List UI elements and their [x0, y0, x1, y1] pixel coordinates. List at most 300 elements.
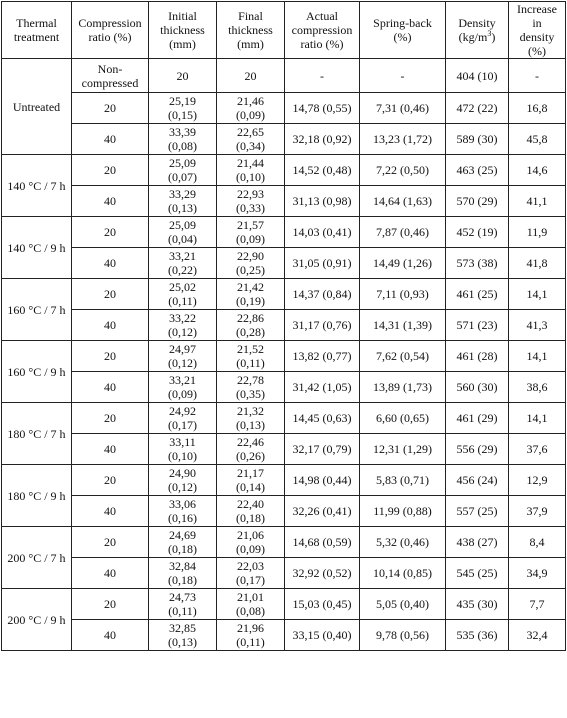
cell-initial-thickness-value: 25,09 (0,07) [168, 156, 197, 184]
cell-initial-thickness [149, 465, 217, 496]
cell-compression-ratio-value: Non- compressed [81, 61, 139, 90]
cell-compression-ratio-value: 40 [104, 318, 116, 332]
cell-initial-thickness [149, 496, 217, 527]
cell-actual-compression-ratio [285, 217, 360, 248]
header-compression-ratio-text: Compression ratio (%) [78, 16, 142, 44]
cell-increase-in-density [509, 589, 566, 620]
table-header [2, 2, 566, 59]
header-initial-thickness [149, 2, 217, 59]
header-final-thickness [217, 2, 285, 59]
cell-compression-ratio-value: 40 [104, 380, 116, 394]
cell-increase-in-density-value: 41,3 [526, 318, 548, 332]
cell-increase-in-density [509, 496, 566, 527]
cell-actual-compression-ratio-value: 14,78 (0,55) [292, 101, 352, 115]
cell-increase-in-density [509, 124, 566, 155]
cell-spring-back [360, 217, 446, 248]
cell-final-thickness [217, 527, 285, 558]
cell-initial-thickness-value: 33,21 (0,09) [168, 373, 197, 401]
header-initial-thickness-text: Initial thickness (mm) [160, 9, 205, 51]
cell-actual-compression-ratio [285, 496, 360, 527]
cell-spring-back-value: 7,87 (0,46) [376, 225, 429, 239]
cell-spring-back-value: 5,83 (0,71) [376, 473, 429, 487]
cell-density [446, 279, 509, 310]
table-row [2, 434, 566, 465]
cell-spring-back [360, 496, 446, 527]
cell-actual-compression-ratio-value: 31,05 (0,91) [292, 256, 352, 270]
cell-thermal-treatment [2, 589, 72, 651]
cell-density-value: 461 (25) [456, 287, 498, 301]
cell-final-thickness-value: 22,90 (0,25) [236, 249, 265, 277]
cell-spring-back [360, 341, 446, 372]
cell-increase-in-density-value: 14,6 [526, 163, 548, 177]
header-compression-ratio [72, 2, 149, 59]
cell-spring-back [360, 403, 446, 434]
cell-final-thickness-value: 21,17 (0,14) [236, 466, 265, 494]
cell-increase-in-density [509, 248, 566, 279]
cell-final-thickness [217, 372, 285, 403]
cell-final-thickness [217, 93, 285, 124]
cell-final-thickness-value: 21,46 (0,09) [236, 94, 265, 122]
cell-initial-thickness [149, 217, 217, 248]
cell-compression-ratio-value: 20 [104, 101, 116, 115]
cell-increase-in-density-value: 14,1 [526, 287, 548, 301]
cell-compression-ratio [72, 217, 149, 248]
cell-compression-ratio-value: 40 [104, 504, 116, 518]
cell-actual-compression-ratio [285, 310, 360, 341]
cell-increase-in-density-value: 32,4 [526, 628, 548, 642]
cell-increase-in-density [509, 186, 566, 217]
cell-initial-thickness-value: 32,84 (0,18) [168, 559, 197, 587]
cell-density [446, 589, 509, 620]
cell-density-value: 560 (30) [456, 380, 498, 394]
header-row [2, 2, 566, 59]
cell-initial-thickness-value: 25,09 (0,04) [168, 218, 197, 246]
cell-spring-back [360, 527, 446, 558]
cell-final-thickness-value: 22,78 (0,35) [236, 373, 265, 401]
cell-spring-back-value: 11,99 (0,88) [373, 504, 432, 518]
cell-actual-compression-ratio [285, 372, 360, 403]
cell-actual-compression-ratio-value: 15,03 (0,45) [292, 597, 352, 611]
cell-compression-ratio-value: 20 [104, 349, 116, 363]
cell-spring-back-value: 6,60 (0,65) [376, 411, 429, 425]
cell-density [446, 155, 509, 186]
cell-density [446, 403, 509, 434]
cell-compression-ratio [72, 434, 149, 465]
cell-density-value: 456 (24) [456, 473, 498, 487]
cell-final-thickness-value: 21,42 (0,19) [236, 280, 265, 308]
cell-spring-back-value: 7,31 (0,46) [376, 101, 429, 115]
cell-initial-thickness [149, 124, 217, 155]
thermal-treatment-label: 180 °C / 9 h [7, 488, 66, 503]
cell-spring-back [360, 465, 446, 496]
cell-initial-thickness-value: 20 [176, 68, 189, 83]
cell-density-value: 556 (29) [456, 442, 498, 456]
cell-density-value: 535 (36) [456, 628, 498, 642]
cell-density-value: 571 (23) [456, 318, 498, 332]
table-row [2, 341, 566, 372]
header-thermal-treatment [2, 2, 72, 59]
cell-compression-ratio [72, 155, 149, 186]
cell-final-thickness-value: 22,93 (0,33) [236, 187, 265, 215]
cell-spring-back-value: 12,31 (1,29) [373, 442, 432, 456]
thermal-treatment-label: 140 °C / 7 h [7, 178, 66, 193]
table-row [2, 93, 566, 124]
table-row [2, 124, 566, 155]
cell-initial-thickness [149, 589, 217, 620]
cell-spring-back [360, 372, 446, 403]
cell-density-value: 435 (30) [456, 597, 498, 611]
cell-increase-in-density-value: 14,1 [526, 411, 548, 425]
cell-spring-back-value: 5,32 (0,46) [376, 535, 429, 549]
cell-compression-ratio [72, 558, 149, 589]
cell-final-thickness-value: 20 [244, 68, 257, 83]
cell-final-thickness [217, 59, 285, 93]
cell-spring-back [360, 620, 446, 651]
cell-compression-ratio [72, 589, 149, 620]
cell-initial-thickness-value: 33,39 (0,08) [168, 125, 197, 153]
cell-compression-ratio [72, 248, 149, 279]
cell-compression-ratio-value: 20 [104, 473, 116, 487]
cell-increase-in-density-value: 16,8 [526, 101, 548, 115]
cell-spring-back-value: 10,14 (0,85) [373, 566, 432, 580]
cell-initial-thickness-value: 24,73 (0,11) [168, 590, 197, 618]
cell-increase-in-density-value: 41,8 [526, 256, 548, 270]
cell-final-thickness [217, 403, 285, 434]
cell-initial-thickness [149, 248, 217, 279]
cell-final-thickness [217, 217, 285, 248]
cell-spring-back-value: 7,11 (0,93) [376, 287, 429, 301]
cell-thermal-treatment [2, 403, 72, 465]
header-spring-back [360, 2, 446, 59]
cell-compression-ratio [72, 310, 149, 341]
cell-final-thickness [217, 186, 285, 217]
cell-initial-thickness-value: 33,11 (0,10) [168, 435, 197, 463]
cell-thermal-treatment [2, 59, 72, 155]
cell-thermal-treatment [2, 155, 72, 217]
cell-increase-in-density-value: - [535, 68, 539, 83]
cell-density-value: 404 (10) [456, 68, 498, 83]
cell-actual-compression-ratio [285, 620, 360, 651]
table-row [2, 217, 566, 248]
thermal-treatment-label: Untreated [12, 99, 61, 114]
cell-initial-thickness [149, 310, 217, 341]
cell-increase-in-density [509, 310, 566, 341]
cell-increase-in-density-value: 37,9 [526, 504, 548, 518]
cell-initial-thickness [149, 155, 217, 186]
cell-actual-compression-ratio-value: 32,17 (0,79) [292, 442, 352, 456]
cell-increase-in-density [509, 465, 566, 496]
table-row [2, 558, 566, 589]
cell-compression-ratio-value: 40 [104, 256, 116, 270]
cell-actual-compression-ratio [285, 527, 360, 558]
table-row [2, 372, 566, 403]
cell-compression-ratio-value: 40 [104, 442, 116, 456]
cell-spring-back [360, 248, 446, 279]
cell-initial-thickness [149, 93, 217, 124]
cell-spring-back-value: 14,64 (1,63) [373, 194, 432, 208]
cell-increase-in-density-value: 7,7 [529, 597, 545, 611]
cell-initial-thickness [149, 558, 217, 589]
cell-increase-in-density [509, 434, 566, 465]
cell-initial-thickness-value: 24,69 (0,18) [168, 528, 197, 556]
cell-density [446, 558, 509, 589]
cell-increase-in-density [509, 403, 566, 434]
cell-final-thickness [217, 434, 285, 465]
cell-increase-in-density-value: 12,9 [526, 473, 548, 487]
header-density-text: Density (kg/m [458, 16, 496, 44]
cell-actual-compression-ratio [285, 124, 360, 155]
header-increase-in-density-text: Increase in density (%) [517, 2, 557, 58]
cell-density-value: 461 (28) [456, 349, 498, 363]
cell-initial-thickness-value: 33,06 (0,16) [168, 497, 197, 525]
cell-actual-compression-ratio-value: - [320, 68, 324, 83]
header-actual-compression-ratio [285, 2, 360, 59]
cell-compression-ratio [72, 279, 149, 310]
cell-initial-thickness-value: 25,02 (0,11) [168, 280, 197, 308]
cell-density-value: 438 (27) [456, 535, 498, 549]
cell-final-thickness-value: 22,65 (0,34) [236, 125, 265, 153]
cell-initial-thickness-value: 25,19 (0,15) [168, 94, 197, 122]
cell-final-thickness-value: 22,86 (0,28) [236, 311, 265, 339]
cell-spring-back-value: 13,89 (1,73) [373, 380, 432, 394]
cell-density [446, 372, 509, 403]
cell-increase-in-density [509, 527, 566, 558]
table-row [2, 186, 566, 217]
cell-actual-compression-ratio-value: 33,15 (0,40) [292, 628, 352, 642]
cell-increase-in-density [509, 620, 566, 651]
cell-final-thickness [217, 248, 285, 279]
cell-density [446, 124, 509, 155]
cell-actual-compression-ratio [285, 186, 360, 217]
cell-spring-back [360, 558, 446, 589]
cell-actual-compression-ratio-value: 31,17 (0,76) [292, 318, 352, 332]
cell-increase-in-density-value: 11,9 [526, 225, 548, 239]
cell-compression-ratio [72, 59, 149, 93]
cell-compression-ratio [72, 93, 149, 124]
cell-thermal-treatment [2, 527, 72, 589]
cell-increase-in-density-value: 41,1 [526, 194, 548, 208]
cell-density-value: 589 (30) [456, 132, 498, 146]
cell-spring-back [360, 279, 446, 310]
cell-increase-in-density [509, 372, 566, 403]
thermal-treatment-label: 160 °C / 9 h [7, 364, 66, 379]
cell-final-thickness-value: 21,01 (0,08) [236, 590, 265, 618]
cell-compression-ratio-value: 20 [104, 597, 116, 611]
cell-final-thickness-value: 21,32 (0,13) [236, 404, 265, 432]
cell-compression-ratio-value: 40 [104, 628, 116, 642]
cell-actual-compression-ratio-value: 32,26 (0,41) [292, 504, 352, 518]
cell-initial-thickness [149, 527, 217, 558]
cell-spring-back-value: - [400, 68, 405, 83]
cell-spring-back-value: 5,05 (0,40) [376, 597, 429, 611]
cell-actual-compression-ratio [285, 589, 360, 620]
cell-final-thickness [217, 496, 285, 527]
cell-density [446, 341, 509, 372]
cell-initial-thickness-value: 32,85 (0,13) [168, 621, 197, 649]
thermal-treatment-label: 200 °C / 7 h [7, 550, 66, 565]
thermal-treatment-label: 180 °C / 7 h [7, 426, 66, 441]
cell-final-thickness [217, 279, 285, 310]
table-row [2, 527, 566, 558]
cell-density-value: 557 (25) [456, 504, 498, 518]
table-row [2, 589, 566, 620]
cell-actual-compression-ratio-value: 13,82 (0,77) [292, 349, 352, 363]
cell-initial-thickness [149, 279, 217, 310]
cell-compression-ratio [72, 341, 149, 372]
cell-increase-in-density [509, 217, 566, 248]
cell-density [446, 59, 509, 93]
cell-compression-ratio-value: 20 [104, 411, 116, 425]
cell-increase-in-density-value: 37,6 [526, 442, 548, 456]
cell-density [446, 93, 509, 124]
cell-actual-compression-ratio-value: 32,92 (0,52) [292, 566, 352, 580]
cell-actual-compression-ratio-value: 14,37 (0,84) [292, 287, 352, 301]
cell-final-thickness [217, 155, 285, 186]
cell-final-thickness-value: 21,52 (0,11) [236, 342, 265, 370]
cell-spring-back [360, 155, 446, 186]
cell-compression-ratio-value: 20 [104, 225, 116, 239]
cell-actual-compression-ratio-value: 14,98 (0,44) [292, 473, 352, 487]
cell-actual-compression-ratio-value: 14,03 (0,41) [292, 225, 352, 239]
cell-density [446, 217, 509, 248]
header-density-close: ) [491, 30, 496, 44]
cell-thermal-treatment [2, 279, 72, 341]
header-final-thickness-text: Final thickness (mm) [228, 9, 273, 51]
cell-increase-in-density-value: 38,6 [526, 380, 548, 394]
cell-density [446, 434, 509, 465]
cell-increase-in-density [509, 59, 566, 93]
cell-actual-compression-ratio [285, 341, 360, 372]
cell-spring-back [360, 124, 446, 155]
cell-final-thickness [217, 124, 285, 155]
cell-spring-back-value: 13,23 (1,72) [373, 132, 432, 146]
cell-increase-in-density [509, 279, 566, 310]
header-actual-compression-ratio-text: Actual compression ratio (%) [291, 9, 353, 51]
cell-density-value: 472 (22) [456, 101, 498, 115]
cell-final-thickness [217, 341, 285, 372]
cell-density-value: 452 (19) [456, 225, 498, 239]
table-row [2, 59, 566, 93]
cell-density [446, 310, 509, 341]
cell-density [446, 496, 509, 527]
cell-compression-ratio-value: 40 [104, 132, 116, 146]
cell-initial-thickness-value: 24,97 (0,12) [168, 342, 197, 370]
cell-final-thickness-value: 22,40 (0,18) [236, 497, 265, 525]
cell-final-thickness [217, 310, 285, 341]
cell-compression-ratio [72, 124, 149, 155]
cell-compression-ratio [72, 496, 149, 527]
cell-compression-ratio [72, 372, 149, 403]
cell-spring-back [360, 434, 446, 465]
cell-actual-compression-ratio-value: 32,18 (0,92) [292, 132, 352, 146]
header-density-superscript: 3 [487, 29, 492, 38]
cell-initial-thickness [149, 59, 217, 93]
table-row [2, 465, 566, 496]
cell-increase-in-density-value: 14,1 [526, 349, 548, 363]
table-body [2, 59, 566, 651]
cell-spring-back-value: 7,22 (0,50) [376, 163, 429, 177]
cell-final-thickness-value: 21,06 (0,09) [236, 528, 265, 556]
cell-initial-thickness [149, 341, 217, 372]
cell-increase-in-density [509, 93, 566, 124]
cell-final-thickness [217, 465, 285, 496]
cell-increase-in-density-value: 45,8 [526, 132, 548, 146]
table-row [2, 496, 566, 527]
cell-compression-ratio-value: 20 [104, 163, 116, 177]
cell-actual-compression-ratio [285, 93, 360, 124]
thermal-treatment-label: 140 °C / 9 h [7, 240, 66, 255]
cell-actual-compression-ratio [285, 434, 360, 465]
cell-density [446, 620, 509, 651]
results-table [1, 1, 566, 651]
cell-density-value: 573 (38) [456, 256, 498, 270]
table-row [2, 403, 566, 434]
cell-final-thickness [217, 558, 285, 589]
cell-increase-in-density [509, 155, 566, 186]
header-increase-in-density [509, 2, 566, 59]
cell-density [446, 248, 509, 279]
table-row [2, 279, 566, 310]
cell-final-thickness [217, 620, 285, 651]
cell-compression-ratio [72, 186, 149, 217]
cell-compression-ratio-value: 40 [104, 194, 116, 208]
cell-compression-ratio-value: 40 [104, 566, 116, 580]
cell-increase-in-density-value: 34,9 [526, 566, 548, 580]
table-row [2, 155, 566, 186]
cell-actual-compression-ratio [285, 465, 360, 496]
header-density [446, 2, 509, 59]
cell-initial-thickness-value: 33,29 (0,13) [168, 187, 197, 215]
cell-thermal-treatment [2, 465, 72, 527]
table-row [2, 248, 566, 279]
cell-compression-ratio-value: 20 [104, 535, 116, 549]
header-spring-back-text: Spring-back (%) [373, 16, 432, 44]
cell-final-thickness [217, 589, 285, 620]
cell-spring-back-value: 14,31 (1,39) [373, 318, 432, 332]
cell-spring-back [360, 589, 446, 620]
cell-increase-in-density [509, 558, 566, 589]
cell-spring-back [360, 186, 446, 217]
cell-initial-thickness [149, 434, 217, 465]
cell-compression-ratio [72, 403, 149, 434]
cell-final-thickness-value: 22,46 (0,26) [236, 435, 265, 463]
cell-compression-ratio [72, 465, 149, 496]
cell-final-thickness-value: 22,03 (0,17) [236, 559, 265, 587]
cell-initial-thickness-value: 33,21 (0,22) [168, 249, 197, 277]
cell-initial-thickness [149, 372, 217, 403]
cell-initial-thickness [149, 403, 217, 434]
cell-actual-compression-ratio-value: 14,52 (0,48) [292, 163, 352, 177]
cell-increase-in-density [509, 341, 566, 372]
cell-initial-thickness [149, 186, 217, 217]
cell-increase-in-density-value: 8,4 [529, 535, 545, 549]
cell-thermal-treatment [2, 341, 72, 403]
cell-density-value: 461 (29) [456, 411, 498, 425]
cell-actual-compression-ratio [285, 59, 360, 93]
cell-actual-compression-ratio [285, 155, 360, 186]
cell-density [446, 527, 509, 558]
cell-actual-compression-ratio-value: 31,42 (1,05) [292, 380, 352, 394]
cell-final-thickness-value: 21,96 (0,11) [236, 621, 265, 649]
cell-actual-compression-ratio-value: 31,13 (0,98) [292, 194, 352, 208]
cell-spring-back-value: 14,49 (1,26) [373, 256, 432, 270]
cell-thermal-treatment [2, 217, 72, 279]
cell-spring-back [360, 93, 446, 124]
table-row [2, 620, 566, 651]
cell-density [446, 465, 509, 496]
cell-actual-compression-ratio [285, 248, 360, 279]
cell-density-value: 545 (25) [456, 566, 498, 580]
